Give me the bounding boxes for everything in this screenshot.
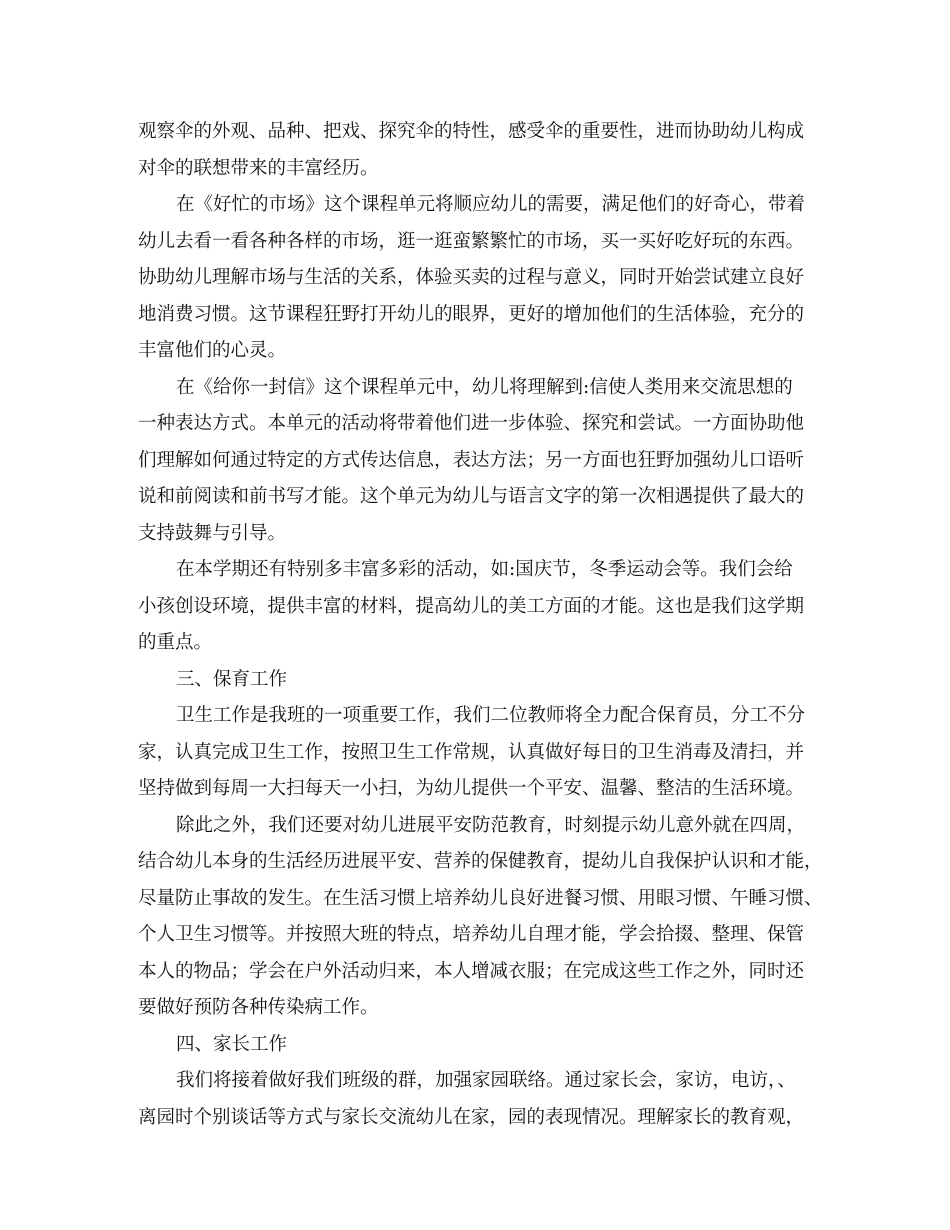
text-line: 坚持做到每周一大扫每天一小扫，为幼儿提供一个平安、温馨、整洁的生活环境。 <box>138 778 805 799</box>
text-line: 小孩创设环境，提供丰富的材料，提高幼儿的美工方面的才能。这也是我们这学期 <box>138 595 805 617</box>
text-line: 支持鼓舞与引导。 <box>138 522 287 544</box>
text-line: 说和前阅读和前书写才能。这个单元为幼儿与语言文字的第一次相遇提供了最大的 <box>138 486 805 507</box>
text-line: 在本学期还有特别多丰富多彩的活动，如:国庆节，冬季运动会等。我们会给 <box>176 559 793 580</box>
text-line: 除此之外，我们还要对幼儿进展平安防范教育，时刻提示幼儿意外就在四周， <box>176 814 806 836</box>
text-line: 丰富他们的心灵。 <box>138 340 287 361</box>
text-line: 一种表达方式。本单元的活动将带着他们进一步体验、探究和尝试。一方面协助他 <box>138 413 805 434</box>
text-line: 家，认真完成卫生工作，按照卫生工作常规，认真做好每日的卫生消毒及清扫，并 <box>138 741 805 763</box>
text-line: 个人卫生习惯等。并按照大班的特点，培养幼儿自理才能，学会拾掇、整理、保管 <box>138 924 805 945</box>
text-line: 的重点。 <box>138 632 213 653</box>
text-line: 本人的物品；学会在户外活动归来，本人增减衣服；在完成这些工作之外，同时还 <box>138 960 805 982</box>
text-line: 结合幼儿本身的生活经历进展平安、营养的保健教育，提幼儿自我保护认识和才能， <box>138 851 823 872</box>
text-line: 要做好预防各种传染病工作。 <box>138 997 379 1018</box>
text-line: 幼儿去看一看各种各样的市场，逛一逛蛮繁繁忙的市场，买一买好吃好玩的东西。 <box>138 230 805 252</box>
text-line: 们理解如何通过特定的方式传达信息，表达方法；另一方面也狂野加强幼儿口语听 <box>138 449 805 471</box>
text-line: 卫生工作是我班的一项重要工作，我们二位教师将全力配合保育员，分工不分 <box>176 705 806 726</box>
text-line: 四、家长工作 <box>176 1033 288 1055</box>
document-body <box>138 114 823 1136</box>
text-line: 我们将接着做好我们班级的群，加强家园联络。通过家长会，家访，电访，、 <box>176 1070 796 1091</box>
text-line: 协助幼儿理解市场与生活的关系，体验买卖的过程与意义，同时开始尝试建立良好 <box>138 267 805 288</box>
text-line: 尽量防止事故的发生。在生活习惯上培养幼儿良好进餐习惯、用眼习惯、午睡习惯、 <box>138 887 823 909</box>
text-line: 在《给你一封信》这个课程单元中，幼儿将理解到:信使人类用来交流思想的 <box>176 376 793 398</box>
text-line: 观察伞的外观、品种、把戏、探究伞的特性，感受伞的重要性，进而协助幼儿构成 <box>138 121 805 142</box>
text-line: 对伞的联想带来的丰富经历。 <box>138 157 379 179</box>
text-line: 三、保育工作 <box>176 668 288 690</box>
text-line: 地消费习惯。这节课程狂野打开幼儿的眼界，更好的增加他们的生活体验，充分的 <box>138 303 805 325</box>
text-line: 离园时个别谈话等方式与家长交流幼儿在家，园的表现情况。理解家长的教育观， <box>138 1106 805 1128</box>
text-line: 在《好忙的市场》这个课程单元将顺应幼儿的需要，满足他们的好奇心，带着 <box>176 194 806 215</box>
